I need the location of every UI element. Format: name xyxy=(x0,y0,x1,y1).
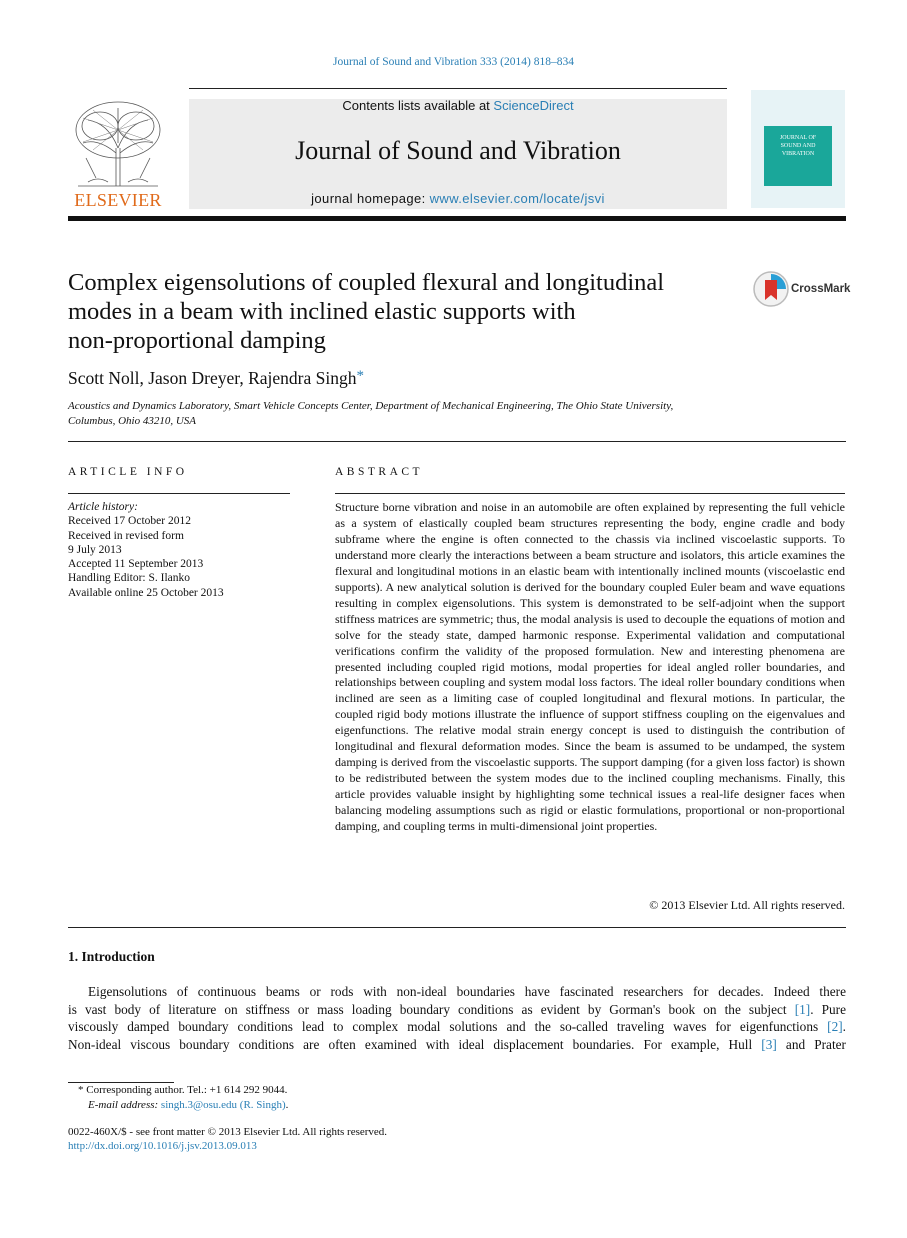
title-line: modes in a beam with inclined elastic supports with xyxy=(68,298,576,325)
issn-line: 0022-460X/$ - see front matter © 2013 Elsevier Ltd. All rights reserved. xyxy=(68,1126,388,1138)
intro-line xyxy=(68,1001,846,1019)
affiliation-line: Columbus, Ohio 43210, USA xyxy=(68,415,197,427)
intro-line xyxy=(68,1036,846,1054)
abstract-body: Structure borne vibration and noise in an automobile are often explained by representing the full vehicle as a system of elastically coupled beam structures representing the body, engine cradle and body subframe where the engine is often connected to the chassis via inclined viscoelastic supports. To understand more clearly the interactions between a beam structure and isolators, this article examines the flexural and longitudinal motions in an elastic beam with intentionally inclined mounts (viscoelastic end supports). A new analytical solution is derived for the boundary coupled Euler beam and wave equations resulting in complex eigensolutions. This system is demonstrated to be self-adjoint when the support stiffness matrices are symmetric; thus, the modal analysis is used to decouple the equations of motion and solve for the steady state, damped harmonic response. Experimental validation and computational verifications confirm the validity of the proposed formulation. New and interesting phenomena are presented including coupled rigid motions, modal properties for ideal angled roller boundaries, and relationships between coupling and system modal loss factors. The ideal roller boundary conditions when inclined are seen as a limiting case of coupled longitudinal and flexural motions. In particular, the coupled rigid body motions illustrate the influence of support stiffness coupling on the eigenvalues and eigenfunctions. The relative modal strain energy concept is used to distinguish the contribution of longitudinal and flexural deformation modes. Since the beam is assumed to be undamped, the system damping is derived from the viscoelastic supports. The support damping (for a given loss factor) is shown to be redistributed between the system modes due to the inclined coupling mechanisms. Finally, this article provides valuable insight by highlighting some technical issues a real-life designer faces when balancing modeling assumptions such as rigid or elastic formulations, proportional or non-proportional damping, and coupling terms in multi-dimensional joint properties. xyxy=(335,500,845,834)
journal-citation[interactable]: Journal of Sound and Vibration 333 (2014) 818–834 xyxy=(333,56,574,68)
affiliation xyxy=(68,399,768,429)
cover-panel xyxy=(764,126,832,186)
footnote-star: * xyxy=(78,1084,84,1096)
intro-text: and Prater xyxy=(776,1036,846,1052)
crossmark-label: CrossMark xyxy=(791,283,851,295)
history-item: Received in revised form xyxy=(68,529,184,542)
cover-line: VIBRATION xyxy=(781,151,815,157)
abstract-heading: ABSTRACT xyxy=(335,466,424,478)
header-rule xyxy=(189,88,727,89)
crossmark-icon xyxy=(752,270,790,308)
journal-title: Journal of Sound and Vibration xyxy=(295,136,621,165)
cover-line: SOUND AND xyxy=(780,143,816,149)
history-item: Accepted 11 September 2013 xyxy=(68,558,204,571)
corresponding-author-mark[interactable]: * xyxy=(356,368,364,384)
history-item: Available online 25 October 2013 xyxy=(68,586,224,599)
article-info-heading: ARTICLE INFO xyxy=(68,466,188,478)
title-line: non-proportional damping xyxy=(68,327,326,354)
abstract-rule xyxy=(335,493,845,494)
abstract-copyright: © 2013 Elsevier Ltd. All rights reserved. xyxy=(649,898,845,912)
intro-text: viscously damped boundary conditions lead to complex modal solutions and the so-called traveling waves for eigenfunctions xyxy=(68,1019,828,1034)
affiliation-line: Acoustics and Dynamics Laboratory, Smart Vehicle Concepts Center, Department of Mechanical Engineering, The Ohio State University, xyxy=(68,400,674,412)
header-thick-rule xyxy=(68,216,846,221)
contents-prefix: Contents lists available at xyxy=(342,98,494,113)
article-info-rule xyxy=(68,493,290,494)
intro-text: . xyxy=(842,1019,846,1034)
intro-text: . Pure xyxy=(810,1001,846,1017)
history-title: Article history: xyxy=(68,501,138,513)
author-list xyxy=(68,368,364,389)
intro-body xyxy=(68,983,846,1053)
email-label: E-mail address: xyxy=(88,1099,161,1111)
cover-line: JOURNAL OF xyxy=(779,135,817,141)
reference-link[interactable]: [2] xyxy=(827,1019,843,1034)
history-item: Received 17 October 2012 xyxy=(68,515,191,528)
section-divider xyxy=(68,927,846,928)
article-history xyxy=(68,500,298,600)
reference-link[interactable]: [3] xyxy=(761,1036,777,1052)
article-title xyxy=(68,268,738,355)
history-item: Handling Editor: S. Ilanko xyxy=(68,572,191,585)
intro-heading: 1. Introduction xyxy=(68,949,155,964)
title-line: Complex eigensolutions of coupled flexural and longitudinal xyxy=(68,269,665,296)
intro-text: is vast body of literature on stiffness or mass loading boundary conditions as evident by Gorman's book on the subject xyxy=(68,1001,795,1017)
sciencedirect-link[interactable]: ScienceDirect xyxy=(493,98,574,113)
intro-line: Eigensolutions of continuous beams or rods with non-ideal boundaries have fascinated researchers for decades. Indeed there xyxy=(88,984,846,999)
doi-link[interactable]: http://dx.doi.org/10.1016/j.jsv.2013.09.013 xyxy=(68,1140,257,1152)
homepage-prefix: journal homepage: xyxy=(311,191,430,206)
footnote-text: Corresponding author. Tel.: +1 614 292 9044. xyxy=(86,1084,288,1096)
journal-homepage xyxy=(189,191,727,206)
reference-link[interactable]: [1] xyxy=(794,1001,811,1017)
email-footnote xyxy=(88,1099,288,1111)
corresponding-footnote xyxy=(78,1084,287,1096)
authors-names: Scott Noll, Jason Dreyer, Rajendra Singh xyxy=(68,368,357,388)
email-link[interactable]: singh.3@osu.edu (R. Singh) xyxy=(160,1099,286,1111)
email-end: . xyxy=(285,1099,289,1111)
intro-line xyxy=(68,1018,846,1036)
elsevier-wordmark: ELSEVIER xyxy=(74,190,162,210)
crossmark-badge[interactable] xyxy=(752,270,851,310)
history-item: 9 July 2013 xyxy=(68,543,122,556)
footnote-rule xyxy=(68,1082,174,1083)
homepage-link[interactable]: www.elsevier.com/locate/jsvi xyxy=(429,191,605,206)
journal-cover xyxy=(751,90,845,208)
intro-text: Non-ideal viscous boundary conditions are often examined with ideal displacement boundaries. For example, Hull xyxy=(68,1036,762,1052)
section-divider xyxy=(68,441,846,442)
contents-line xyxy=(189,98,727,113)
